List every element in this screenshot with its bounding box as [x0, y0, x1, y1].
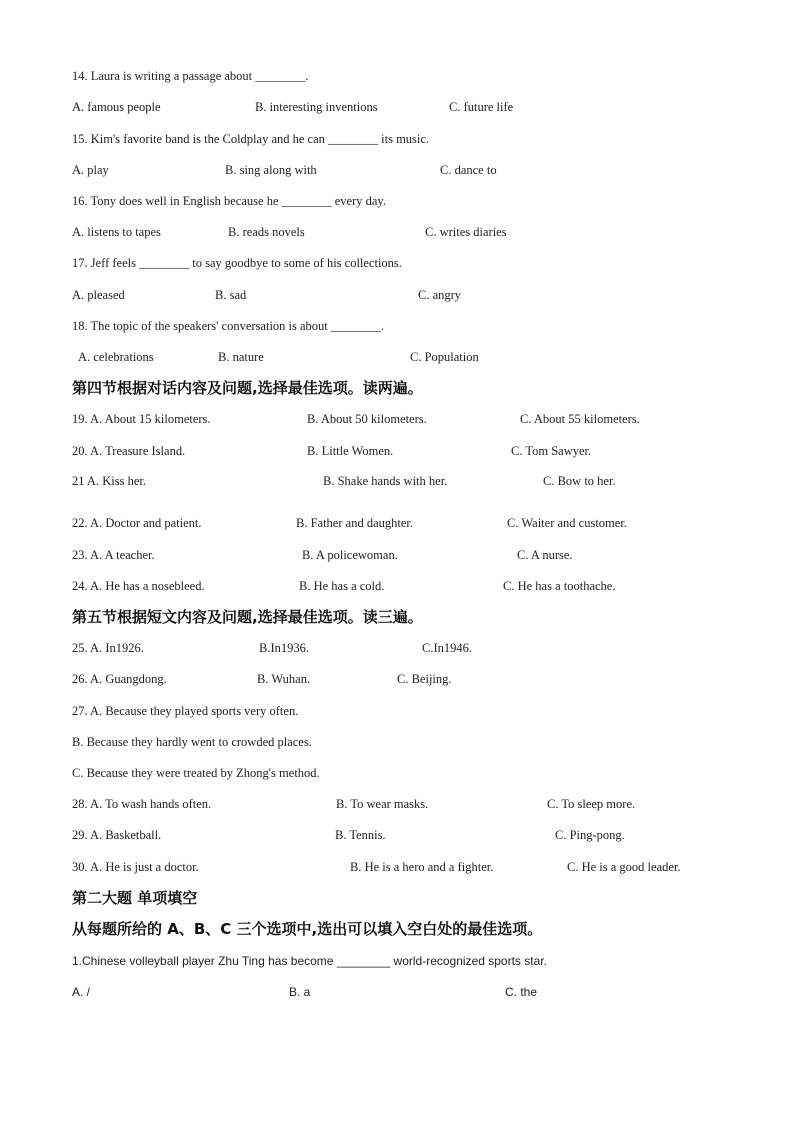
- question-15-option-b: B. sing along with: [225, 163, 317, 177]
- question-24-option-b: B. He has a cold.: [299, 579, 385, 593]
- question-19-option-b: B. About 50 kilometers.: [307, 412, 427, 426]
- question-20-option-c: C. Tom Sawyer.: [511, 444, 592, 458]
- question-15-stem: 15. Kim's favorite band is the Coldplay and he can ________ its music.: [72, 132, 430, 146]
- question-25-option-c: C.In1946.: [422, 641, 472, 655]
- question-15-option-c: C. dance to: [440, 163, 497, 177]
- question-30-option-b: B. He is a hero and a fighter.: [350, 860, 494, 874]
- question-14-stem: 14. Laura is writing a passage about ________.: [72, 69, 309, 83]
- question-19-option-a: 19. A. About 15 kilometers.: [72, 412, 211, 426]
- question-16-option-a: A. listens to tapes: [72, 225, 161, 239]
- question-18-option-c: C. Population: [410, 350, 479, 364]
- question-17-option-c: C. angry: [418, 288, 462, 302]
- question-21-option-b: B. Shake hands with her.: [323, 474, 448, 488]
- question-18-stem: 18. The topic of the speakers' conversation is about ________.: [72, 319, 385, 333]
- question-24-option-c: C. He has a toothache.: [503, 579, 616, 593]
- part-2-question-1-stem: 1.Chinese volleyball player Zhu Ting has become ________ world-recognized sports star.: [72, 954, 547, 968]
- question-15-option-a: A. play: [72, 163, 109, 177]
- question-25-option-a: 25. A. In1926.: [72, 641, 144, 655]
- section-4-heading: 第四节根据对话内容及问题,选择最佳选项。读两遍。: [72, 379, 423, 397]
- question-17-stem: 17. Jeff feels ________ to say goodbye to some of his collections.: [72, 256, 402, 270]
- question-19-option-c: C. About 55 kilometers.: [520, 412, 640, 426]
- question-23-option-c: C. A nurse.: [517, 548, 573, 562]
- question-21-option-c: C. Bow to her.: [543, 474, 616, 488]
- question-14-option-c: C. future life: [449, 100, 514, 114]
- question-17-option-b: B. sad: [215, 288, 247, 302]
- question-28-option-b: B. To wear masks.: [336, 797, 429, 811]
- question-24-option-a: 24. A. He has a nosebleed.: [72, 579, 205, 593]
- question-27-option-a: 27. A. Because they played sports very often.: [72, 704, 299, 718]
- question-26-option-b: B. Wuhan.: [257, 672, 311, 686]
- question-18-option-b: B. nature: [218, 350, 264, 364]
- question-16-option-c: C. writes diaries: [425, 225, 507, 239]
- question-20-option-a: 20. A. Treasure Island.: [72, 444, 186, 458]
- question-20-option-b: B. Little Women.: [307, 444, 394, 458]
- question-26-option-a: 26. A. Guangdong.: [72, 672, 167, 686]
- question-30-option-c: C. He is a good leader.: [567, 860, 681, 874]
- question-21-option-a: 21 A. Kiss her.: [72, 474, 146, 488]
- question-17-option-a: A. pleased: [72, 288, 125, 302]
- question-29-option-c: C. Ping-pong.: [555, 828, 625, 842]
- question-29-option-b: B. Tennis.: [335, 828, 386, 842]
- question-23-option-a: 23. A. A teacher.: [72, 548, 155, 562]
- question-26-option-c: C. Beijing.: [397, 672, 452, 686]
- question-28-option-c: C. To sleep more.: [547, 797, 636, 811]
- part-2-heading: 第二大题 单项填空: [72, 889, 198, 907]
- question-14-option-a: A. famous people: [72, 100, 161, 114]
- part-2-question-1-option-b: B. a: [289, 985, 311, 999]
- question-25-option-b: B.In1936.: [259, 641, 309, 655]
- question-30-option-a: 30. A. He is just a doctor.: [72, 860, 199, 874]
- question-16-stem: 16. Tony does well in English because he ________ every day.: [72, 194, 386, 208]
- question-27-option-b: B. Because they hardly went to crowded places.: [72, 735, 312, 749]
- question-22-option-a: 22. A. Doctor and patient.: [72, 516, 202, 530]
- question-14-option-b: B. interesting inventions: [255, 100, 378, 114]
- part-2-instruction: 从每题所给的 A、B、C 三个选项中,选出可以填入空白处的最佳选项。: [72, 920, 543, 938]
- question-29-option-a: 29. A. Basketball.: [72, 828, 162, 842]
- question-28-option-a: 28. A. To wash hands often.: [72, 797, 212, 811]
- section-5-heading: 第五节根据短文内容及问题,选择最佳选项。读三遍。: [72, 608, 423, 626]
- question-18-option-a: A. celebrations: [78, 350, 154, 364]
- question-23-option-b: B. A policewoman.: [302, 548, 398, 562]
- part-2-question-1-option-c: C. the: [505, 985, 538, 999]
- question-27-option-c: C. Because they were treated by Zhong's method.: [72, 766, 320, 780]
- question-22-option-b: B. Father and daughter.: [296, 516, 413, 530]
- part-2-question-1-option-a: A. /: [72, 985, 91, 999]
- question-16-option-b: B. reads novels: [228, 225, 305, 239]
- question-22-option-c: C. Waiter and customer.: [507, 516, 627, 530]
